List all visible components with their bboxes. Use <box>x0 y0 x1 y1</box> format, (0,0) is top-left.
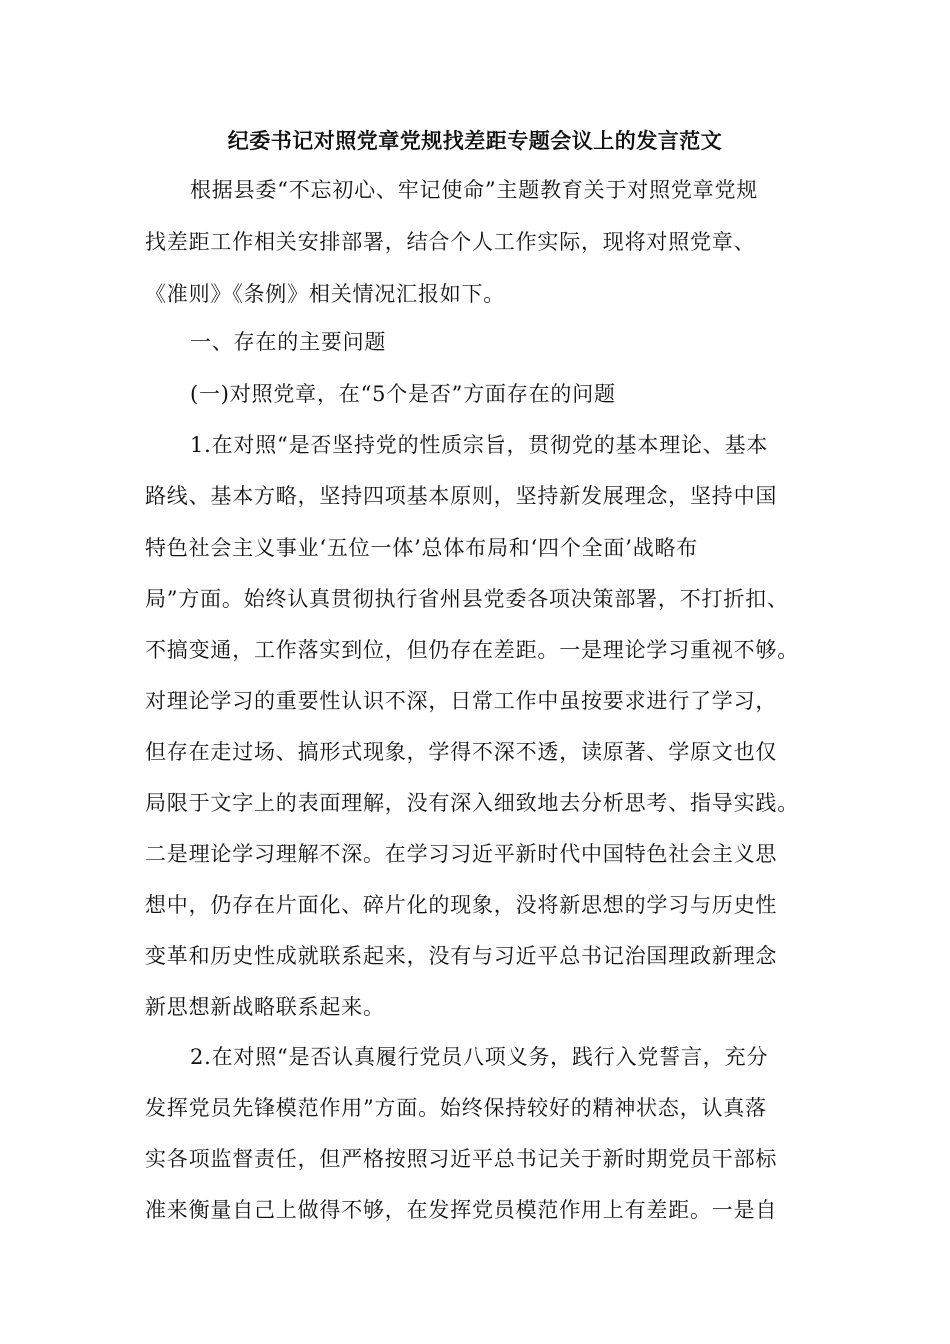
section-heading: 一、存在的主要问题 <box>190 330 387 354</box>
paragraph-line: 发挥党员先锋模范作用”方面。始终保持较好的精神状态，认真落 <box>145 1096 767 1120</box>
paragraph-line: 根据县委“不忘初心、牢记使命”主题教育关于对照党章党规 <box>190 178 759 202</box>
paragraph-line: 二是理论学习理解不深。在学习习近平新时代中国特色社会主义思 <box>145 842 778 866</box>
paragraph-line: 但存在走过场、搞形式现象，学得不深不透，读原著、学原文也仅 <box>145 740 778 764</box>
paragraph-line: 局”方面。始终认真贯彻执行省州县党委各项决策部署，不打折扣、 <box>145 587 789 611</box>
paragraph-line: 局限于文字上的表面理解，没有深入细致地去分析思考、指导实践。 <box>145 791 799 815</box>
paragraph-line: 找差距工作相关安排部署，结合个人工作实际，现将对照党章、 <box>145 230 756 254</box>
paragraph-line: 路线、基本方略，坚持四项基本原则，坚持新发展理念，坚持中国 <box>145 484 778 508</box>
document-title: 纪委书记对照党章党规找差距专题会议上的发言范文 <box>227 129 723 153</box>
paragraph-line: 2.在对照“是否认真履行党员八项义务，践行入党誓言，充分 <box>190 1045 769 1069</box>
paragraph-line: 新思想新战略联系起来。 <box>145 995 385 1019</box>
paragraph-line: 特色社会主义事业‘五位一体’总体布局和‘四个全面’战略布 <box>145 536 699 560</box>
subsection-heading: (一)对照党章，在“5个是否”方面存在的问题 <box>190 382 616 406</box>
paragraph-line: 对理论学习的重要性认识不深，日常工作中虽按要求进行了学习， <box>145 689 778 713</box>
paragraph-line: 变革和历史性成就联系起来，没有与习近平总书记治国理政新理念 <box>145 944 778 968</box>
paragraph-line: 想中，仍存在片面化、碎片化的现象，没将新思想的学习与历史性 <box>145 893 778 917</box>
paragraph-line: 实各项监督责任，但严格按照习近平总书记关于新时期党员干部标 <box>145 1147 778 1171</box>
paragraph-line: 《准则》《条例》相关情况汇报如下。 <box>145 282 506 306</box>
paragraph-line: 不搞变通，工作落实到位，但仍存在差距。一是理论学习重视不够。 <box>145 638 799 662</box>
paragraph-line: 1.在对照“是否坚持党的性质宗旨，贯彻党的基本理论、基本 <box>190 433 769 457</box>
paragraph-line: 准来衡量自己上做得不够，在发挥党员模范作用上有差距。一是自 <box>145 1198 778 1222</box>
